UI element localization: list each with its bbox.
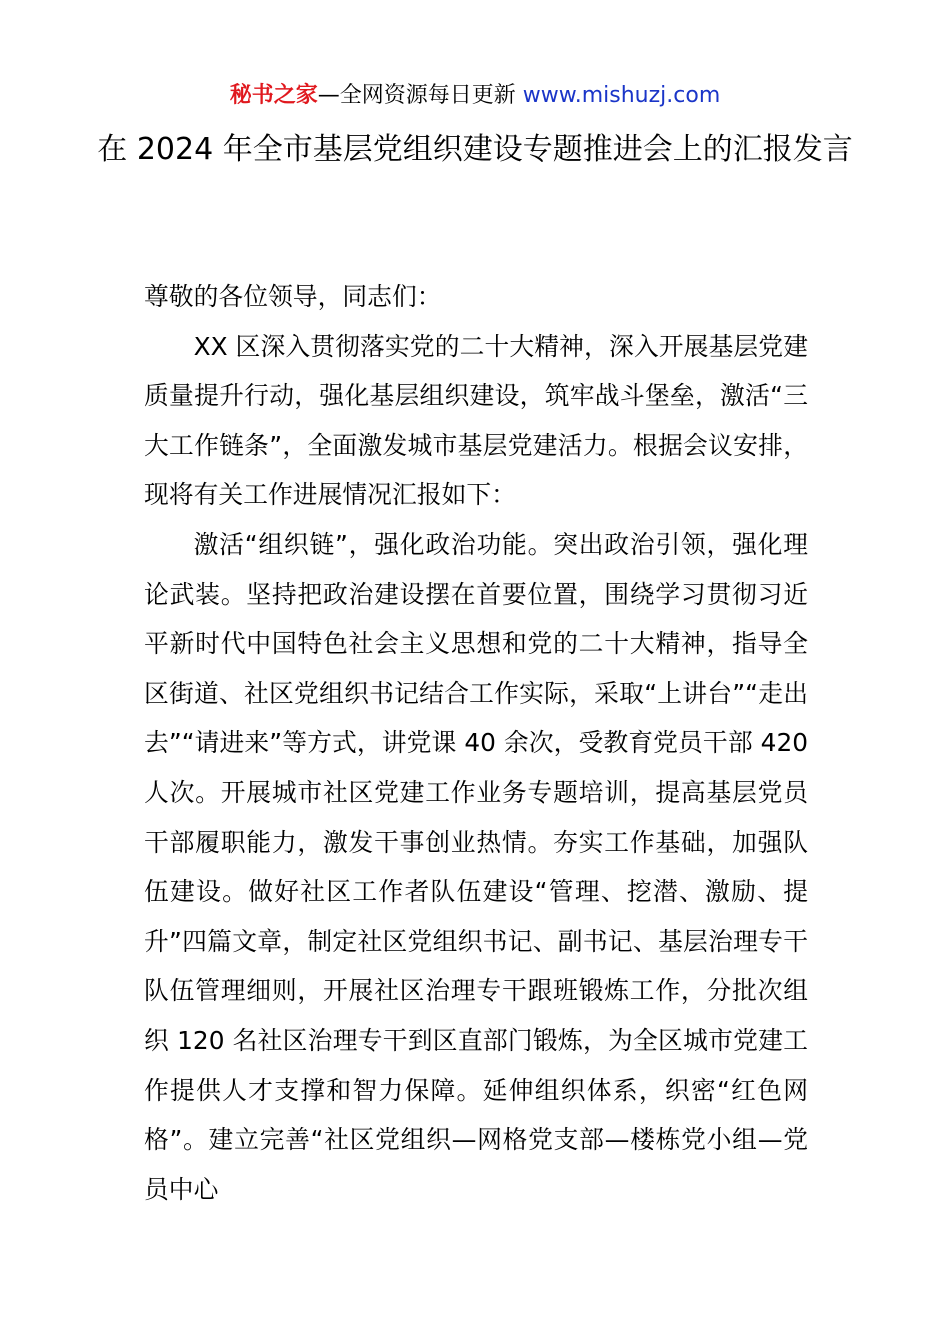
header-tagline: —全网资源每日更新 — [317, 83, 516, 108]
brand-name: 秘书之家 — [229, 83, 318, 108]
site-url-link[interactable]: www.mishuzj.com — [522, 83, 721, 108]
salutation: 尊敬的各位领导，同志们： — [144, 282, 442, 311]
body-paragraph: 激活“组织链”，强化政治功能。突出政治引领，强化理论武装。坚持把政治建设摆在首要位置，围绕学习贯彻习近平新时代中国特色社会主义思想和党的二十大精神，指导全区街道、社区党组织书记结合工作实际，采取“上讲台”“走出去”“请进来”等方式，讲党课 40 余次，受教育党员干部 420 人次。开展城市社区党建工作业务专题培训，提高基层党员干部履职能力，激发干事创业热情。夯实工作基础，加强队伍建设。做好社区工作者队伍建设“管理、挖潜、激励、提升”四篇文章，制定社区党组织书记、副书记、基层治理专干队伍管理细则，开展社区治理专干跟班锻炼工作，分批次组织 120 名社区治理专干到区直部门锻炼，为全区城市党建工作提供人才支撑和智力保障。延伸组织体系，织密“红色网格”。建立完善“社区党组织—网格党支部—楼栋党小组—党员中心 — [144, 529, 808, 1204]
body-paragraph: XX 区深入贯彻落实党的二十大精神，深入开展基层党建质量提升行动，强化基层组织建设，筑牢战斗堡垒，激活“三大工作链条”，全面激发城市基层党建活力。根据会议安排，现将有关工作进展情况汇报如下： — [144, 331, 808, 510]
document-body — [144, 272, 808, 1214]
document-title: 在 2024 年全市基层党组织建设专题推进会上的汇报发言 — [97, 132, 853, 167]
site-header — [0, 78, 950, 114]
